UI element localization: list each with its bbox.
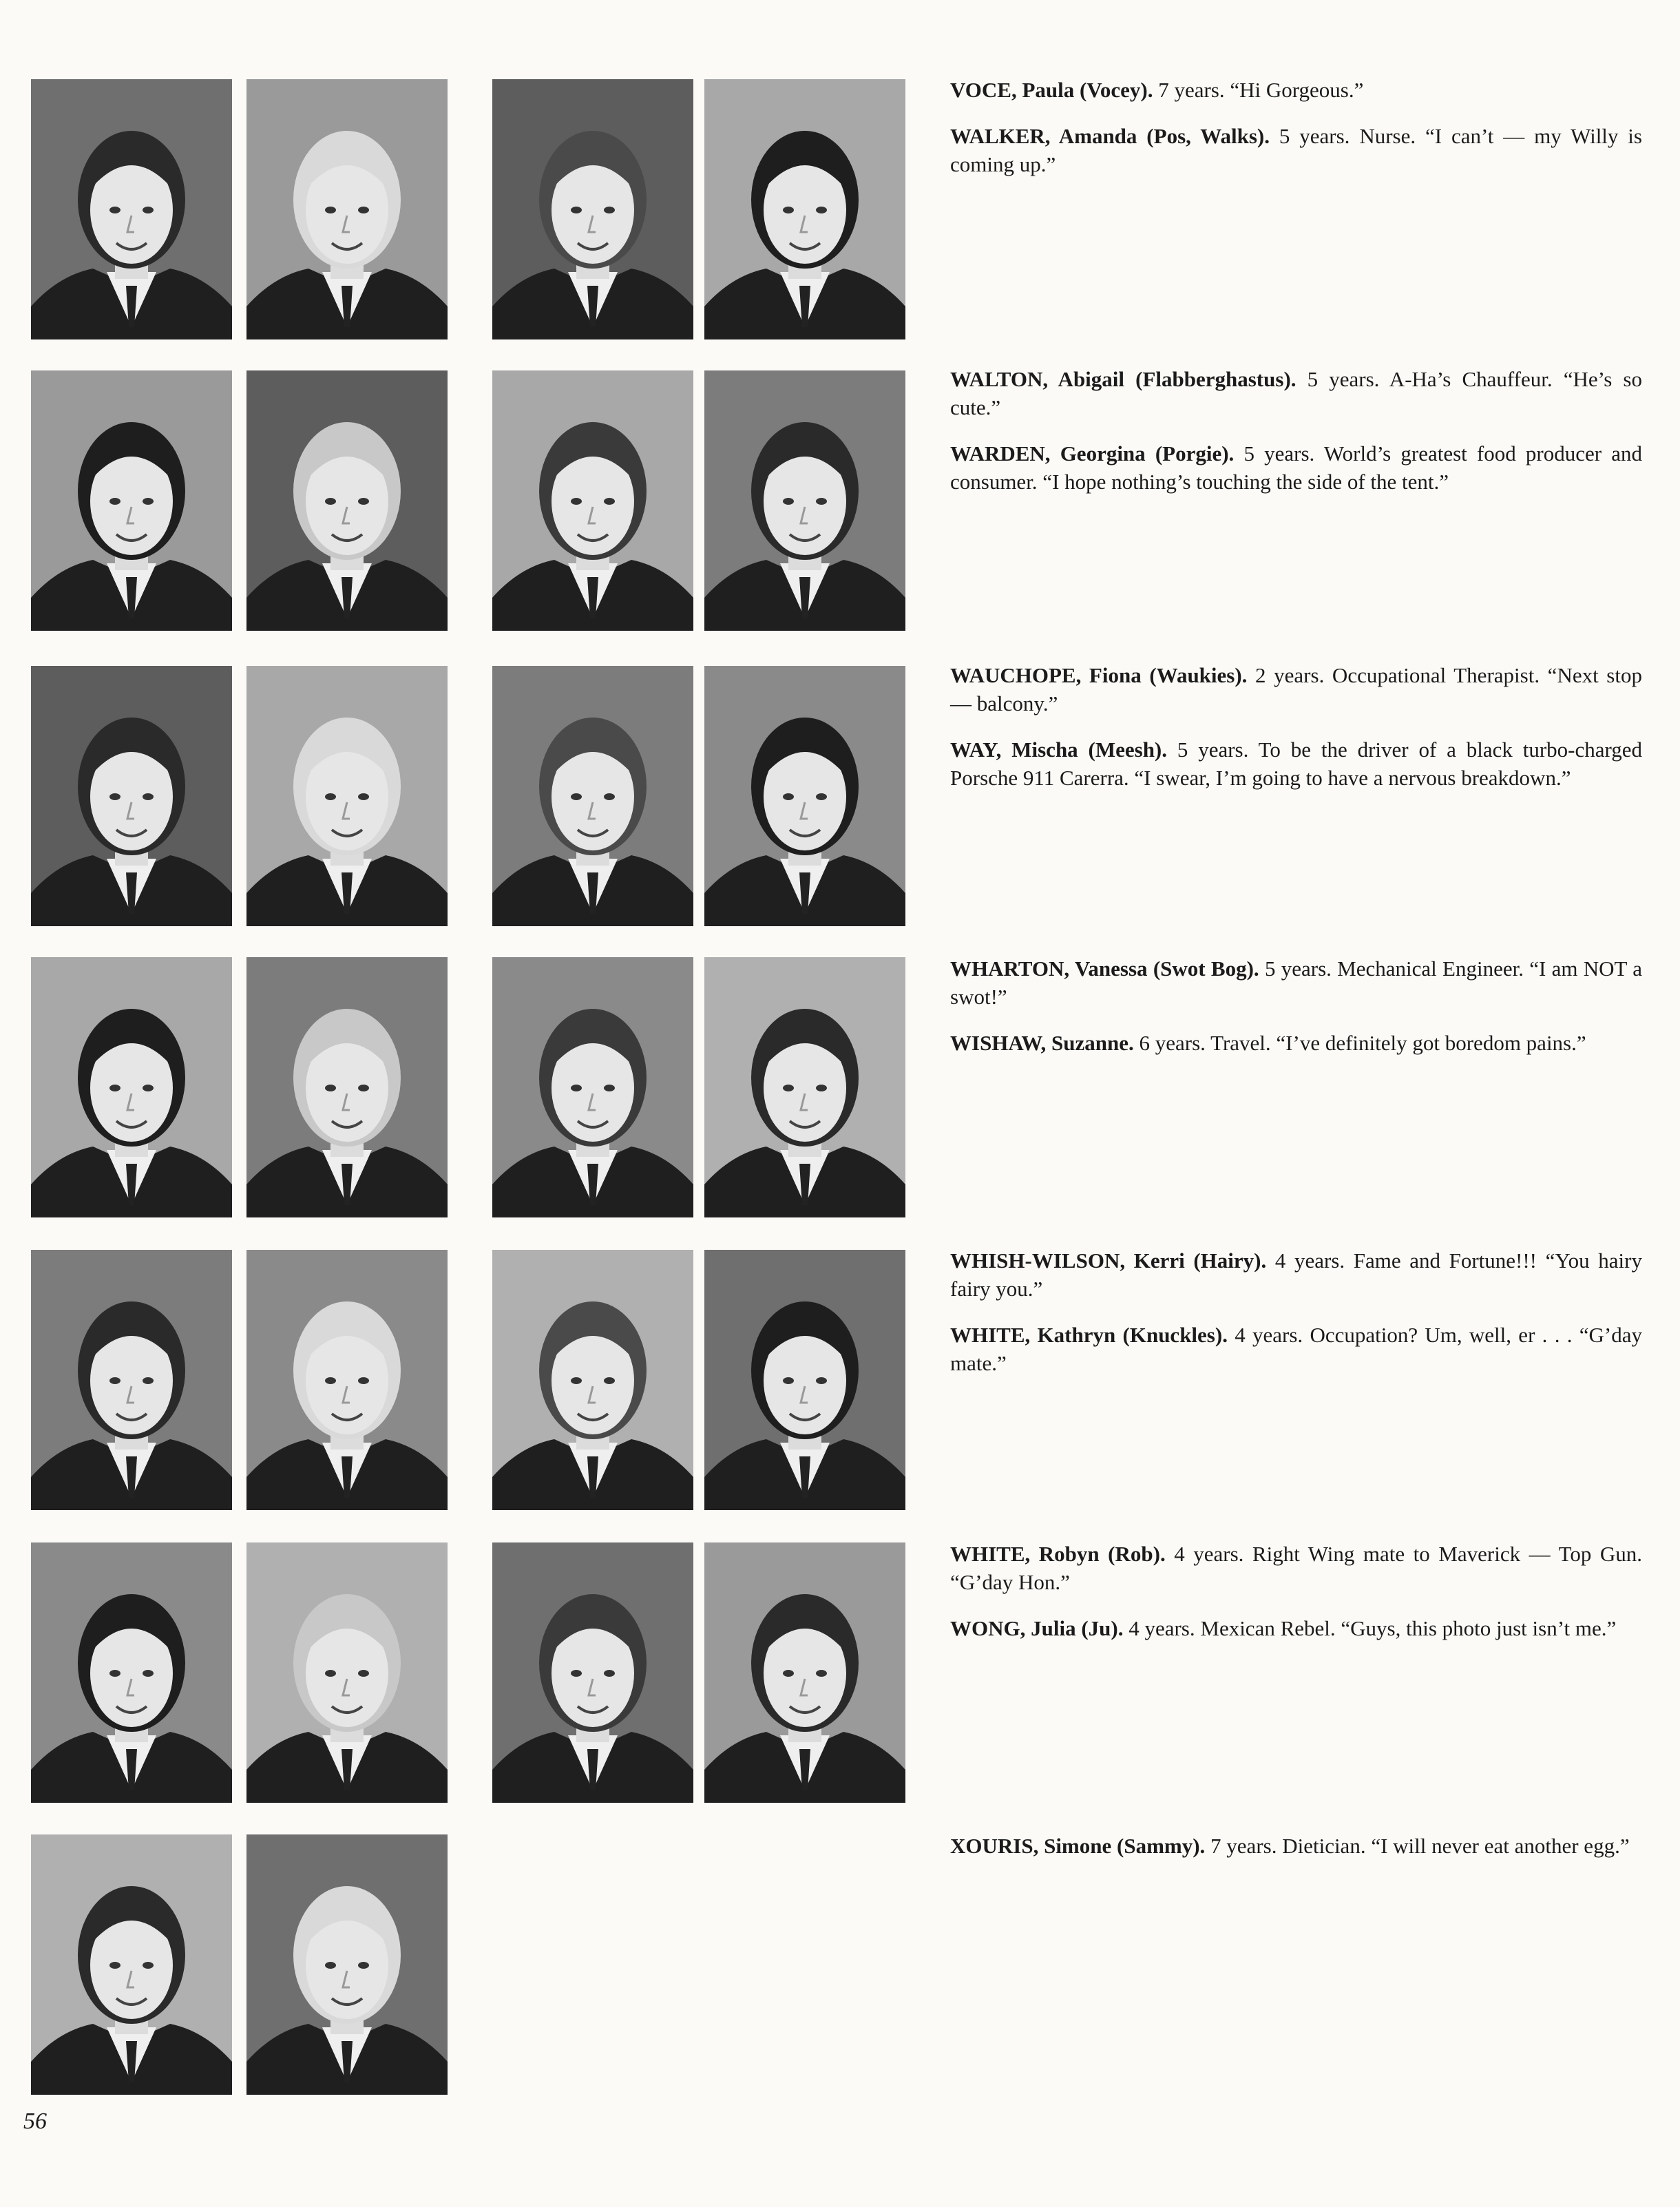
page-number: 56 bbox=[23, 2109, 47, 2134]
student-entry bbox=[950, 735, 1642, 792]
student-photo bbox=[704, 79, 905, 339]
student-photo bbox=[31, 1542, 232, 1803]
student-name: WHARTON, Vanessa (Swot Bog). bbox=[950, 956, 1259, 981]
student-name: WHISH-WILSON, Kerri (Hairy). bbox=[950, 1248, 1267, 1273]
student-entry bbox=[950, 365, 1642, 421]
student-photo bbox=[246, 79, 448, 339]
entry-group-7 bbox=[950, 1832, 1642, 1878]
student-name: WAY, Mischa (Meesh). bbox=[950, 738, 1168, 762]
student-photo bbox=[246, 1542, 448, 1803]
student-photo bbox=[31, 370, 232, 631]
student-photo bbox=[704, 666, 905, 926]
student-entry bbox=[950, 122, 1642, 178]
student-name: VOCE, Paula (Vocey). bbox=[950, 78, 1153, 102]
student-photo bbox=[246, 957, 448, 1217]
student-photo bbox=[704, 370, 905, 631]
entry-group-6 bbox=[950, 1540, 1642, 1660]
student-photo bbox=[246, 666, 448, 926]
student-entry bbox=[950, 1321, 1642, 1377]
student-details: 4 years. Right Wing mate to Maverick — Top Gun. “G’day Hon.” bbox=[950, 1542, 1642, 1594]
student-details: 5 years. A-Ha’s Chauffeur. “He’s so cute.” bbox=[950, 367, 1642, 419]
entry-group-4 bbox=[950, 954, 1642, 1075]
student-name: WAUCHOPE, Fiona (Waukies). bbox=[950, 663, 1248, 687]
student-photo bbox=[492, 370, 693, 631]
student-name: XOURIS, Simone (Sammy). bbox=[950, 1834, 1206, 1858]
student-details: 7 years. “Hi Gorgeous.” bbox=[1153, 78, 1364, 102]
student-photo bbox=[31, 79, 232, 339]
student-name: WONG, Julia (Ju). bbox=[950, 1616, 1124, 1640]
student-entry bbox=[950, 1832, 1642, 1860]
student-photo bbox=[492, 79, 693, 339]
entry-group-3 bbox=[950, 661, 1642, 810]
student-photo bbox=[492, 666, 693, 926]
student-photo bbox=[492, 957, 693, 1217]
entry-group-5 bbox=[950, 1246, 1642, 1395]
student-details: 2 years. Occupational Therapist. “Next stop — balcony.” bbox=[950, 663, 1642, 715]
student-details: 4 years. Occupation? Um, well, er . . . “G’day mate.” bbox=[950, 1323, 1642, 1375]
student-photo bbox=[704, 1250, 905, 1510]
student-details: 5 years. Nurse. “I can’t — my Willy is coming up.” bbox=[950, 124, 1642, 176]
student-entry bbox=[950, 1029, 1642, 1057]
student-details: 5 years. Mechanical Engineer. “I am NOT a swot!” bbox=[950, 956, 1642, 1009]
student-details: 5 years. World’s greatest food producer and consumer. “I hope nothing’s touching the side of the tent.” bbox=[950, 441, 1642, 494]
student-photo bbox=[492, 1250, 693, 1510]
student-name: WHITE, Kathryn (Knuckles). bbox=[950, 1323, 1228, 1347]
student-entry bbox=[950, 1614, 1642, 1642]
student-details: 7 years. Dietician. “I will never eat another egg.” bbox=[1205, 1834, 1630, 1858]
student-photo bbox=[492, 1542, 693, 1803]
student-entry bbox=[950, 954, 1642, 1011]
student-entry bbox=[950, 1246, 1642, 1303]
student-details: 4 years. Fame and Fortune!!! “You hairy fairy you.” bbox=[950, 1248, 1642, 1301]
entry-group-1 bbox=[950, 76, 1642, 196]
student-photo bbox=[31, 957, 232, 1217]
student-name: WHITE, Robyn (Rob). bbox=[950, 1542, 1166, 1566]
student-name: WARDEN, Georgina (Porgie). bbox=[950, 441, 1235, 466]
student-photo bbox=[31, 1834, 232, 2095]
student-entry bbox=[950, 439, 1642, 496]
student-photo bbox=[246, 1834, 448, 2095]
student-entry bbox=[950, 661, 1642, 718]
student-photo bbox=[31, 666, 232, 926]
student-photo bbox=[31, 1250, 232, 1510]
student-name: WALKER, Amanda (Pos, Walks). bbox=[950, 124, 1270, 148]
student-details: 6 years. Travel. “I’ve definitely got boredom pains.” bbox=[1133, 1031, 1586, 1055]
student-details: 4 years. Mexican Rebel. “Guys, this photo just isn’t me.” bbox=[1123, 1616, 1617, 1640]
student-entry bbox=[950, 1540, 1642, 1596]
entry-group-2 bbox=[950, 365, 1642, 514]
student-entry bbox=[950, 76, 1642, 104]
student-details: 5 years. To be the driver of a black turbo-charged Porsche 911 Carerra. “I swear, I’m going to have a nervous breakdown.” bbox=[950, 738, 1643, 790]
student-photo bbox=[246, 370, 448, 631]
student-photo bbox=[704, 957, 905, 1217]
student-photo bbox=[246, 1250, 448, 1510]
student-photo bbox=[704, 1542, 905, 1803]
student-name: WISHAW, Suzanne. bbox=[950, 1031, 1134, 1055]
student-name: WALTON, Abigail (Flabberghastus). bbox=[950, 367, 1296, 391]
